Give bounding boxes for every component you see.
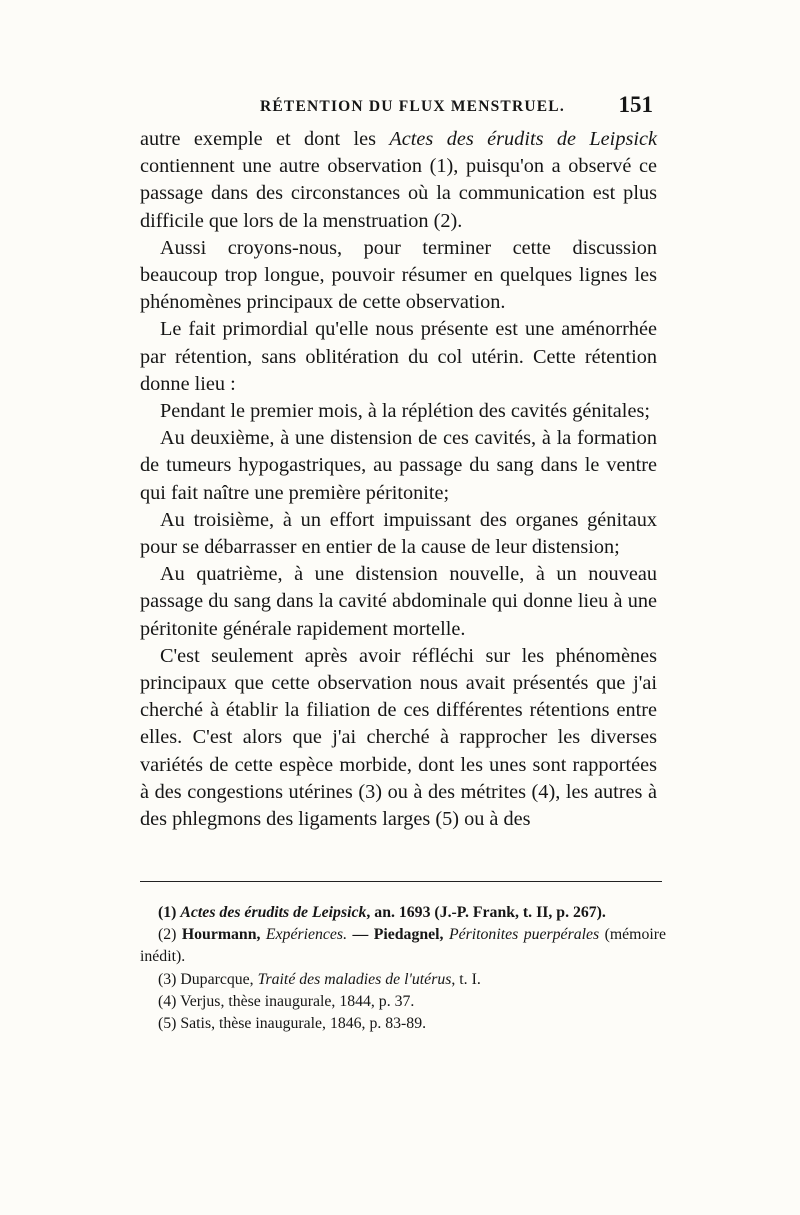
page-number: 151 [618, 92, 653, 117]
footnote-2-author: Hourmann, [181, 926, 266, 944]
footnote-2-work-2: Péritonites puerpérales [448, 926, 600, 944]
footnote-1 [140, 902, 666, 924]
main-text [140, 126, 657, 833]
paragraph-1 [140, 126, 657, 235]
paragraph-3: Le fait primordial qu'elle nous présente est une aménorrhée par rétention, sans oblitération du col utérin. Cette rétention donne lieu : [140, 318, 657, 395]
footnote-divider [140, 881, 662, 882]
footnote-2 [140, 924, 666, 968]
footnote-3-work: Traité des maladies de l'utérus [257, 970, 452, 988]
page-header [140, 94, 655, 122]
footnote-3-author: Duparcque, [180, 970, 258, 988]
paragraph-6: Au troisième, à un effort impuissant des organes génitaux pour se débarrasser en entier de la cause de leur distension; [140, 508, 657, 559]
footnote-2-details: (mémoire inédit). [140, 926, 667, 966]
paragraph-4: Pendant le premier mois, à la réplétion des cavités génitales; [160, 400, 650, 423]
running-title: RÉTENTION DU FLUX MENSTRUEL. [260, 98, 565, 115]
footnote-3-details: , t. I. [451, 970, 481, 988]
footnotes [140, 902, 666, 1035]
footnote-4: (4) Verjus, thèse inaugurale, 1844, p. 37. [158, 992, 415, 1010]
paragraph-5: Au deuxième, à une distension de ces cavités, à la formation de tumeurs hypogastriques, au passage du sang dans le ventre qui fait naître une première péritonite; [140, 427, 657, 504]
footnote-2-work: Expériences. [265, 926, 348, 944]
work-title: Actes des érudits de Leipsick [389, 128, 657, 150]
paragraph-8: C'est seulement après avoir réfléchi sur les phénomènes principaux que cette observation nous avait présentés que j'ai cherché à établir la filiation de ces différentes rétentions entre elles. C'est alors que j'ai cherché à rapprocher les diverses variétés de cette espèce morbide, dont les unes sont rapportées à des congestions utérines (3) ou à des métrites (4), les autres à des phlegmons des ligaments larges (5) ou à des [140, 644, 657, 831]
paragraph-1-end: contiennent une autre observation (1), puisqu'on a observé ce passage dans des circonstances où la communication est plus difficile que lors de la menstruation (2). [140, 155, 657, 232]
footnote-3-number: (3) [158, 970, 181, 988]
paragraph-1-start: autre exemple et dont les [140, 128, 390, 150]
footnote-1-details: , an. 1693 (J.-P. Frank, t. II, p. 267). [366, 904, 606, 921]
footnote-1-number: (1) [158, 904, 181, 921]
footnote-3 [140, 969, 666, 991]
footnote-1-title: Actes des érudits de Leipsick [180, 904, 367, 921]
paragraph-2: Aussi croyons-nous, pour terminer cette discussion beaucoup trop longue, pouvoir résumer en quelques lignes les phénomènes principaux de cette observation. [140, 236, 657, 314]
paragraph-7: Au quatrième, à une distension nouvelle, à un nouveau passage du sang dans la cavité abdominale qui donne lieu à une péritonite générale rapidement mortelle. [140, 563, 657, 640]
footnote-2-separator: — Piedagnel, [347, 926, 449, 944]
footnote-2-number: (2) [158, 926, 182, 944]
footnote-5: (5) Satis, thèse inaugurale, 1846, p. 83-89. [158, 1015, 427, 1033]
